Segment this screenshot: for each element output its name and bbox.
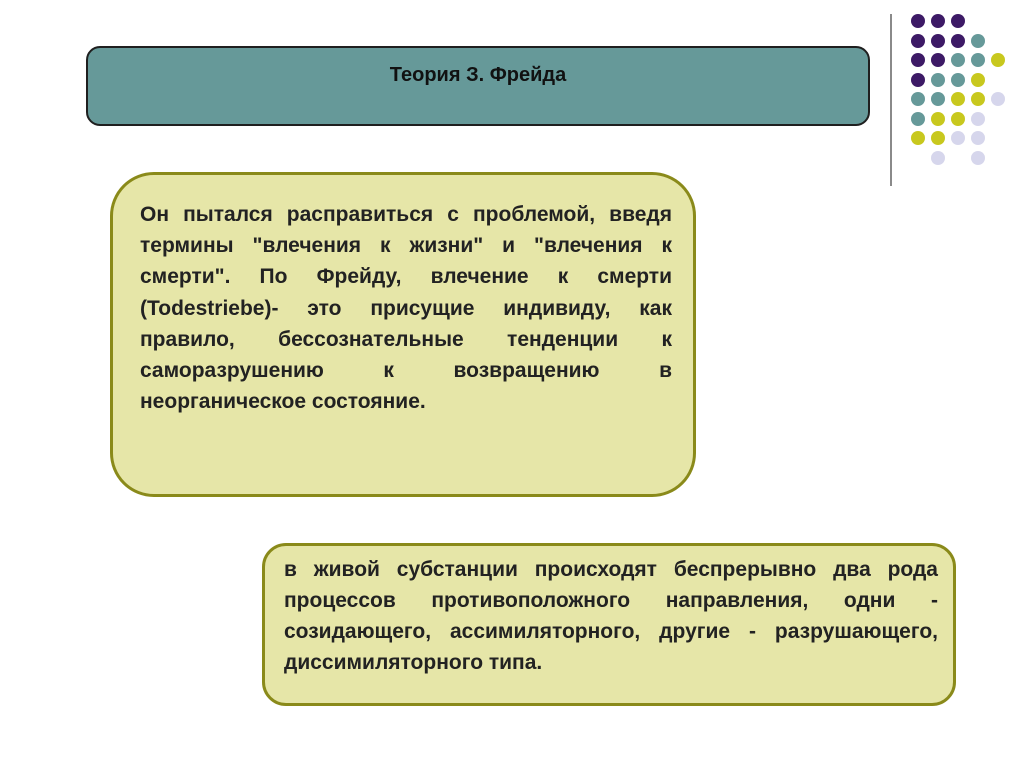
text-box-processes-text: в живой субстанции происходят беспрерывно два рода процессов противоположного направления, одни - созидающего, ассимиляторного, другие - разрушающего, диссимиляторного типа.	[284, 558, 938, 674]
decor-dot	[951, 53, 965, 67]
decor-dot	[931, 73, 945, 87]
decor-dot	[931, 112, 945, 126]
decor-dot	[951, 73, 965, 87]
decor-dot	[911, 53, 925, 67]
decor-dot	[971, 53, 985, 67]
decor-dot	[931, 92, 945, 106]
decor-dot	[931, 151, 945, 165]
slide-title: Теория З. Фрейда	[389, 64, 567, 86]
decor-dot	[951, 112, 965, 126]
decor-dot	[931, 53, 945, 67]
text-box-death-drive-text: Он пытался расправиться с проблемой, введя термины "влечения к жизни" и "влечения к смерти". По Фрейду, влечение к смерти (Todestriebe)- это присущие индивиду, как правило, бессознательные тенденции к саморазрушению к возвращению в неорганическое состояние.	[140, 203, 672, 414]
decor-dot	[911, 34, 925, 48]
text-box-processes	[262, 543, 956, 706]
decor-dot	[951, 34, 965, 48]
title-banner	[86, 46, 870, 126]
decor-dot	[951, 131, 965, 145]
decor-dot	[911, 112, 925, 126]
vertical-divider	[890, 14, 892, 186]
decor-dot	[991, 92, 1005, 106]
decor-dot	[971, 34, 985, 48]
decor-dot	[911, 73, 925, 87]
decor-dot	[911, 14, 925, 28]
decor-dot	[971, 73, 985, 87]
decor-dot	[931, 131, 945, 145]
decor-dot	[971, 112, 985, 126]
decor-dot	[951, 14, 965, 28]
decor-dot	[951, 92, 965, 106]
decor-dot	[991, 53, 1005, 67]
decor-dot	[931, 14, 945, 28]
decor-dot	[911, 131, 925, 145]
decor-dot	[971, 92, 985, 106]
decor-dot	[931, 34, 945, 48]
decor-dot	[971, 131, 985, 145]
decor-dot	[971, 151, 985, 165]
decor-dot	[911, 92, 925, 106]
text-box-death-drive	[110, 172, 696, 497]
